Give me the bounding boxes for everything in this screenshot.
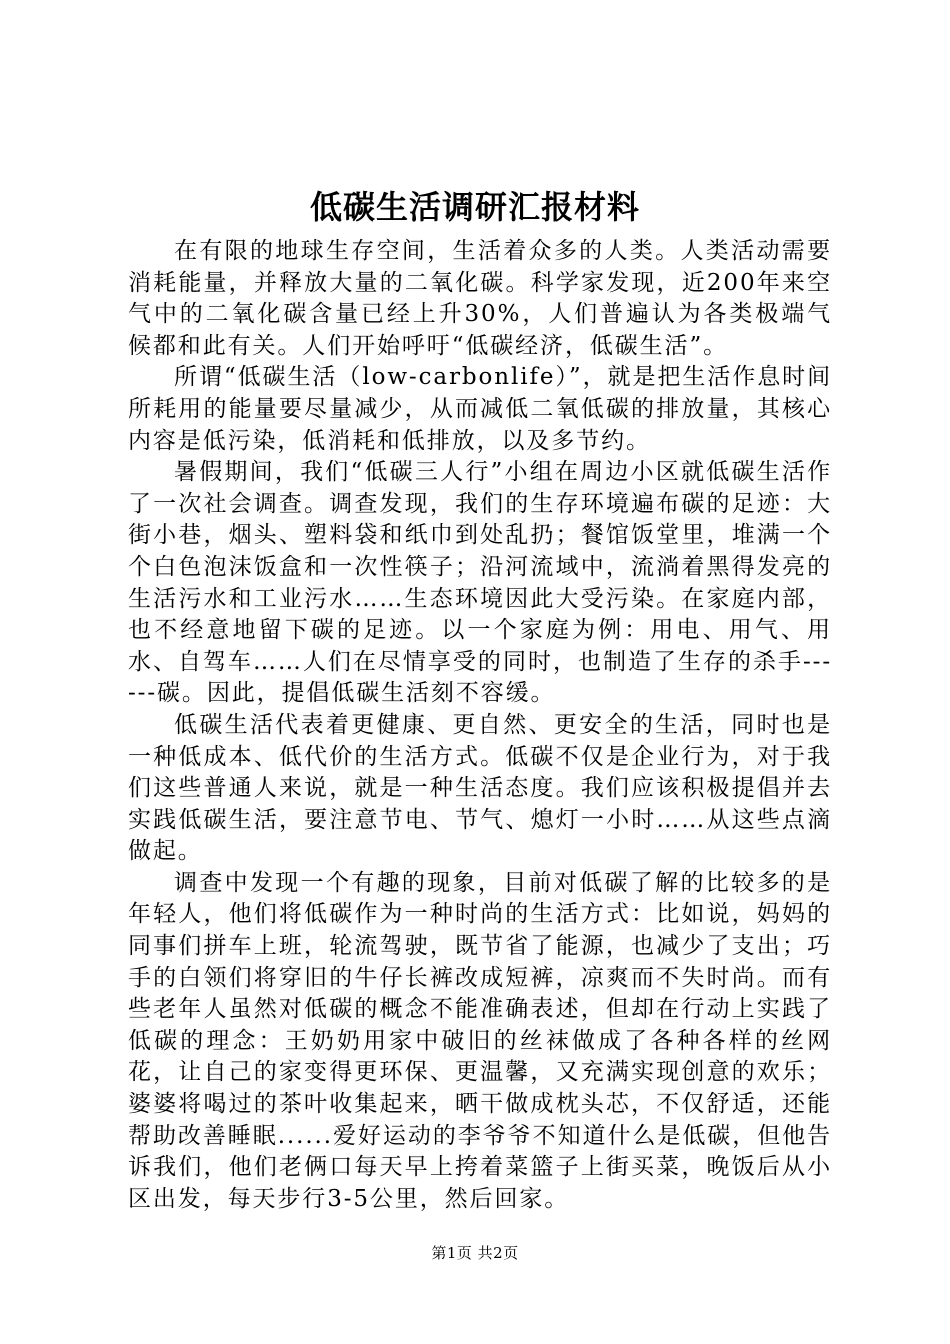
paragraph-2: 所谓“低碳生活（low-carbonlife）”，就是把生活作息时间所耗用的能量要尽量减少，从而减低二氧低碳的排放量，其核心内容是低污染，低消耗和低排放，以及多节约。 [128, 364, 832, 454]
paragraph-3: 暑假期间，我们“低碳三人行”小组在周边小区就低碳生活作了一次社会调查。调查发现，我们的生存环境遍布碳的足迹：大街小巷，烟头、塑料袋和纸巾到处乱扔；餐馆饭堂里，堆满一个个白色泡沫饭盒和一次性筷子；沿河流域中，流淌着黑得发亮的生活污水和工业污水……生态环境因此大受污染。在家庭内部，也不经意地留下碳的足迹。以一个家庭为例：用电、用气、用水、自驾车……人们在尽情享受的同时，也制造了生存的杀手------碳。因此，提倡低碳生活刻不容缓。 [128, 459, 832, 707]
paragraph-5: 调查中发现一个有趣的现象，目前对低碳了解的比较多的是年轻人，他们将低碳作为一种时尚的生活方式：比如说，妈妈的同事们拼车上班，轮流驾驶，既节省了能源，也减少了支出；巧手的白领们将穿旧的牛仔长裤改成短裤，凉爽而不失时尚。而有些老年人虽然对低碳的概念不能准确表述，但却在行动上实践了低碳的理念：王奶奶用家中破旧的丝袜做成了各种各样的丝网花，让自己的家变得更环保、更温馨，又充满实现创意的欢乐；婆婆将喝过的茶叶收集起来，晒干做成枕头芯，不仅舒适，还能帮助改善睡眠......爱好运动的李爷爷不知道什么是低碳，但他告诉我们，他们老俩口每天早上挎着菜篮子上街买菜，晚饭后从小区出发，每天步行3-5公里，然后回家。 [128, 869, 832, 1212]
page-number-footer: 第1页 共2页 [431, 1244, 519, 1262]
document-body [128, 236, 832, 1215]
document-title: 低碳生活调研汇报材料 [309, 188, 640, 226]
paragraph-4: 低碳生活代表着更健康、更自然、更安全的生活，同时也是一种低成本、低代价的生活方式。低碳不仅是企业行为，对于我们这些普通人来说，就是一种生活态度。我们应该积极提倡并去实践低碳生活，要注意节电、节气、熄灯一小时……从这些点滴做起。 [128, 711, 832, 865]
paragraph-1: 在有限的地球生存空间，生活着众多的人类。人类活动需要消耗能量，并释放大量的二氧化碳。科学家发现，近200年来空气中的二氧化碳含量已经上升30%，人们普遍认为各类极端气候都和此有关。人们开始呼吁“低碳经济，低碳生活”。 [128, 238, 832, 359]
